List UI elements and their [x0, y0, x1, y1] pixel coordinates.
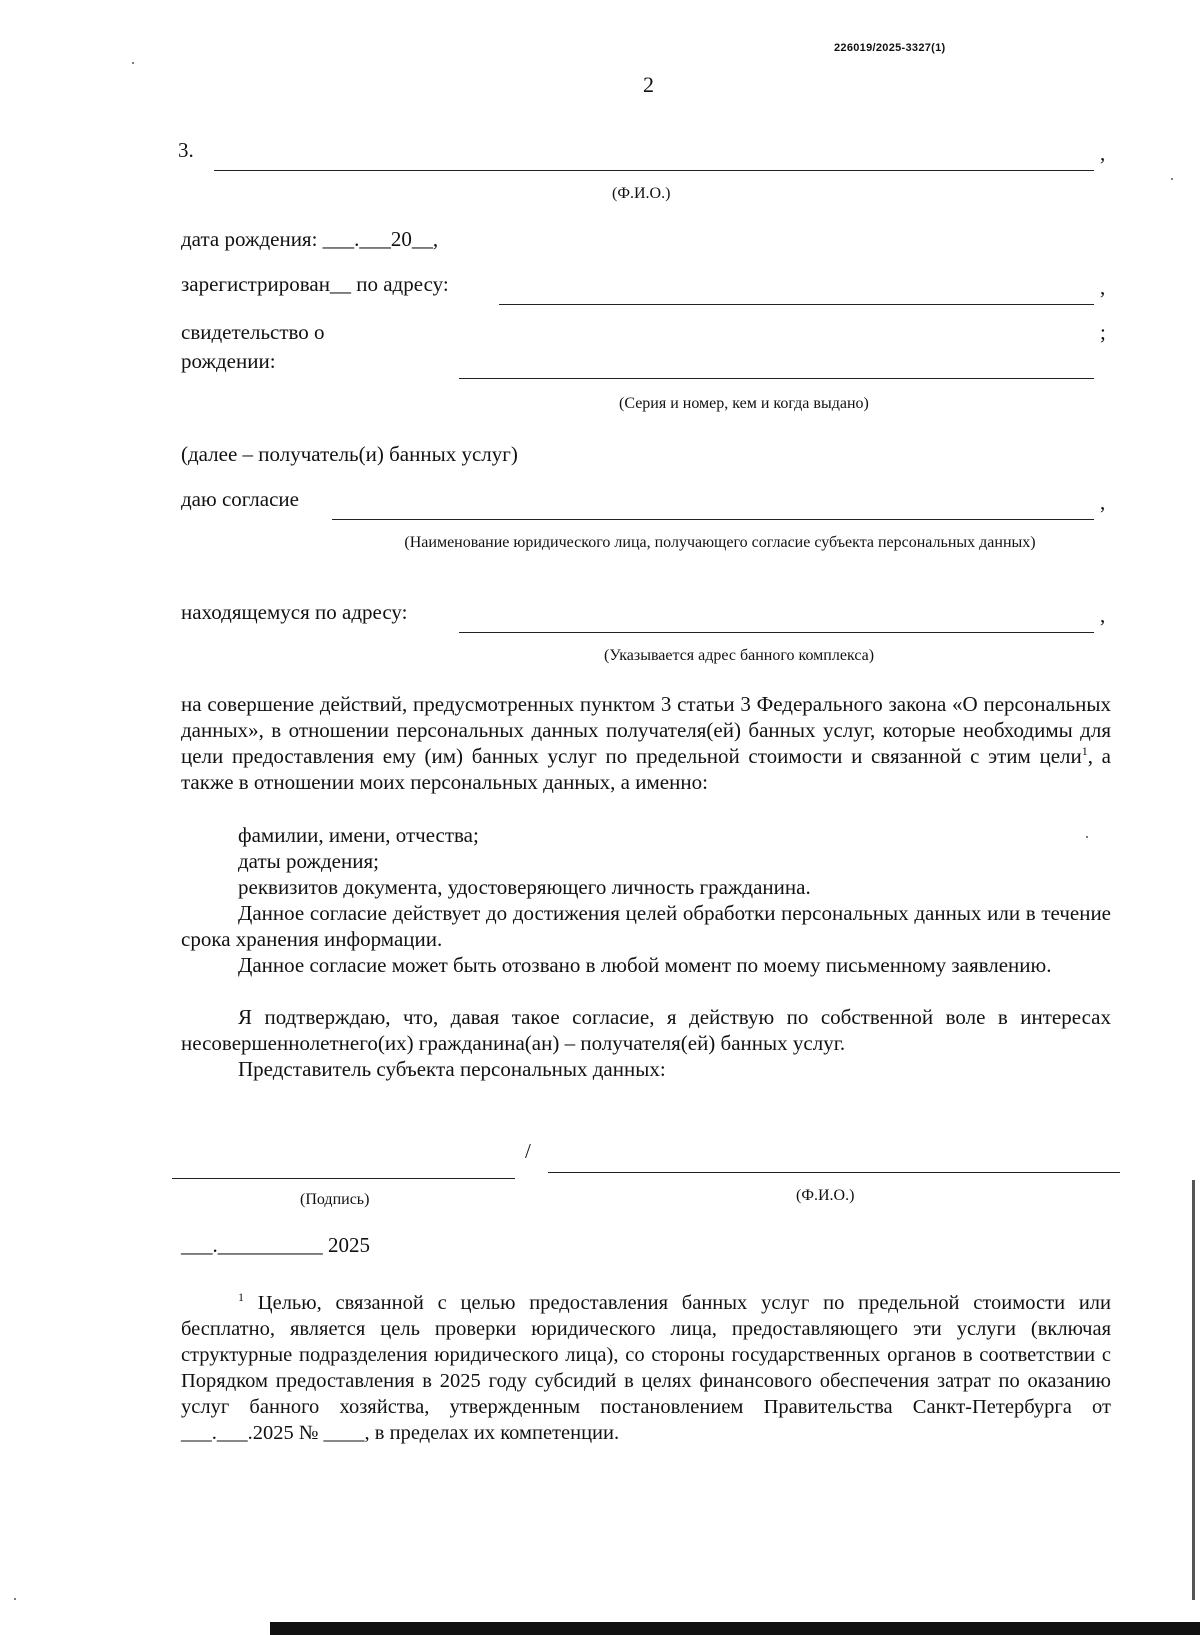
scan-edge-right — [1192, 1180, 1195, 1600]
legal-entity-line[interactable] — [332, 519, 1094, 520]
certificate-label-line2: рождении: — [181, 349, 276, 373]
confirmation-paragraph: Я подтверждаю, что, давая такое согласие, я действую по собственной воле в интересах несовершеннолетнего(их) гражданина(ан) – получателя(ей) банных услуг. — [181, 1005, 1111, 1055]
representative-fio-line[interactable] — [548, 1172, 1120, 1173]
fio-comma: , — [1100, 141, 1106, 165]
registered-address-line[interactable] — [499, 304, 1094, 305]
consent-paragraph-text: на совершение действий, предусмотренных пунктом 3 статьи 3 Федерального закона «О персональных данных», в отношении персональных данных получателя(ей) банных услуг, которые необходимы для цели предоставления ему (им) банных услуг по предельной стоимости и связанной с этим цели — [181, 692, 1111, 768]
location-address-line[interactable] — [459, 632, 1094, 633]
document-id: 226019/2025-3327(1) — [834, 42, 946, 54]
signature-line[interactable] — [172, 1178, 515, 1179]
scan-edge-bar — [270, 1622, 1200, 1635]
certificate-semicolon: ; — [1100, 320, 1106, 344]
scan-speck — [1086, 836, 1088, 838]
consent-comma: , — [1100, 490, 1106, 514]
scan-speck — [1171, 178, 1173, 180]
located-label: находящемуся по адресу: — [181, 600, 408, 624]
signature-caption: (Подпись) — [300, 1191, 370, 1208]
certificate-caption: (Серия и номер, кем и когда выдано) — [619, 395, 869, 412]
list-item: фамилии, имени, отчества; — [238, 823, 479, 847]
legal-entity-caption: (Наименование юридического лица, получающего согласие субъекта персональных данных) — [404, 534, 1036, 551]
fio-caption: (Ф.И.О.) — [612, 185, 671, 202]
footnote-body: Целью, связанной с целью предоставления банных услуг по предельной стоимости или бесплатно, является цель проверки юридического лица, предоставляющего эти услуги (включая структурные подразделения юридического лица), со стороны государственных органов в соответствии с Порядком предоставления в 2025 году субсидий в целях финансового обеспечения затрат по оказанию услуг банного хозяйства, утвержденным постановлением Правительства Санкт-Петербурга от ___.___.2025 № ____, в пределах их компетенции. — [181, 1292, 1112, 1444]
consent-label: даю согласие — [181, 487, 299, 511]
fio-line[interactable] — [214, 170, 1094, 171]
located-comma: , — [1100, 603, 1106, 627]
revocation-paragraph: Данное согласие может быть отозвано в любой момент по моему письменному заявлению. — [238, 953, 1052, 977]
consent-paragraph — [181, 691, 1111, 795]
item-number: 3. — [178, 138, 194, 162]
address-caption: (Указывается адрес банного комплекса) — [604, 647, 875, 664]
consent-paragraph-text-end: , а также в отношении моих персональных данных, а именно: — [181, 744, 1111, 794]
list-item: даты рождения; — [238, 849, 379, 873]
birth-date-label: дата рождения: ___.___20__, — [181, 227, 439, 251]
representative-fio-caption: (Ф.И.О.) — [796, 1187, 855, 1204]
signature-date: ___.__________ 2025 — [181, 1233, 370, 1257]
registered-label: зарегистрирован__ по адресу: — [181, 272, 449, 296]
recipient-note: (далее – получатель(и) банных услуг) — [181, 442, 518, 466]
footnote-text — [181, 1290, 1111, 1446]
certificate-line[interactable] — [459, 378, 1094, 379]
registered-comma: , — [1100, 275, 1106, 299]
scan-speck — [14, 1598, 16, 1600]
scan-speck — [132, 62, 134, 64]
list-item: реквизитов документа, удостоверяющего личность гражданина. — [238, 875, 811, 899]
footnote-reference: 1 — [1081, 744, 1088, 758]
page-number: 2 — [643, 72, 654, 97]
representative-label: Представитель субъекта персональных данных: — [238, 1057, 666, 1081]
footnote-mark: 1 — [238, 1290, 244, 1305]
signature-slash: / — [525, 1139, 531, 1163]
certificate-label-line1: свидетельство о — [181, 320, 325, 344]
validity-paragraph: Данное согласие действует до достижения целей обработки персональных данных или в течение срока хранения информации. — [181, 901, 1111, 951]
